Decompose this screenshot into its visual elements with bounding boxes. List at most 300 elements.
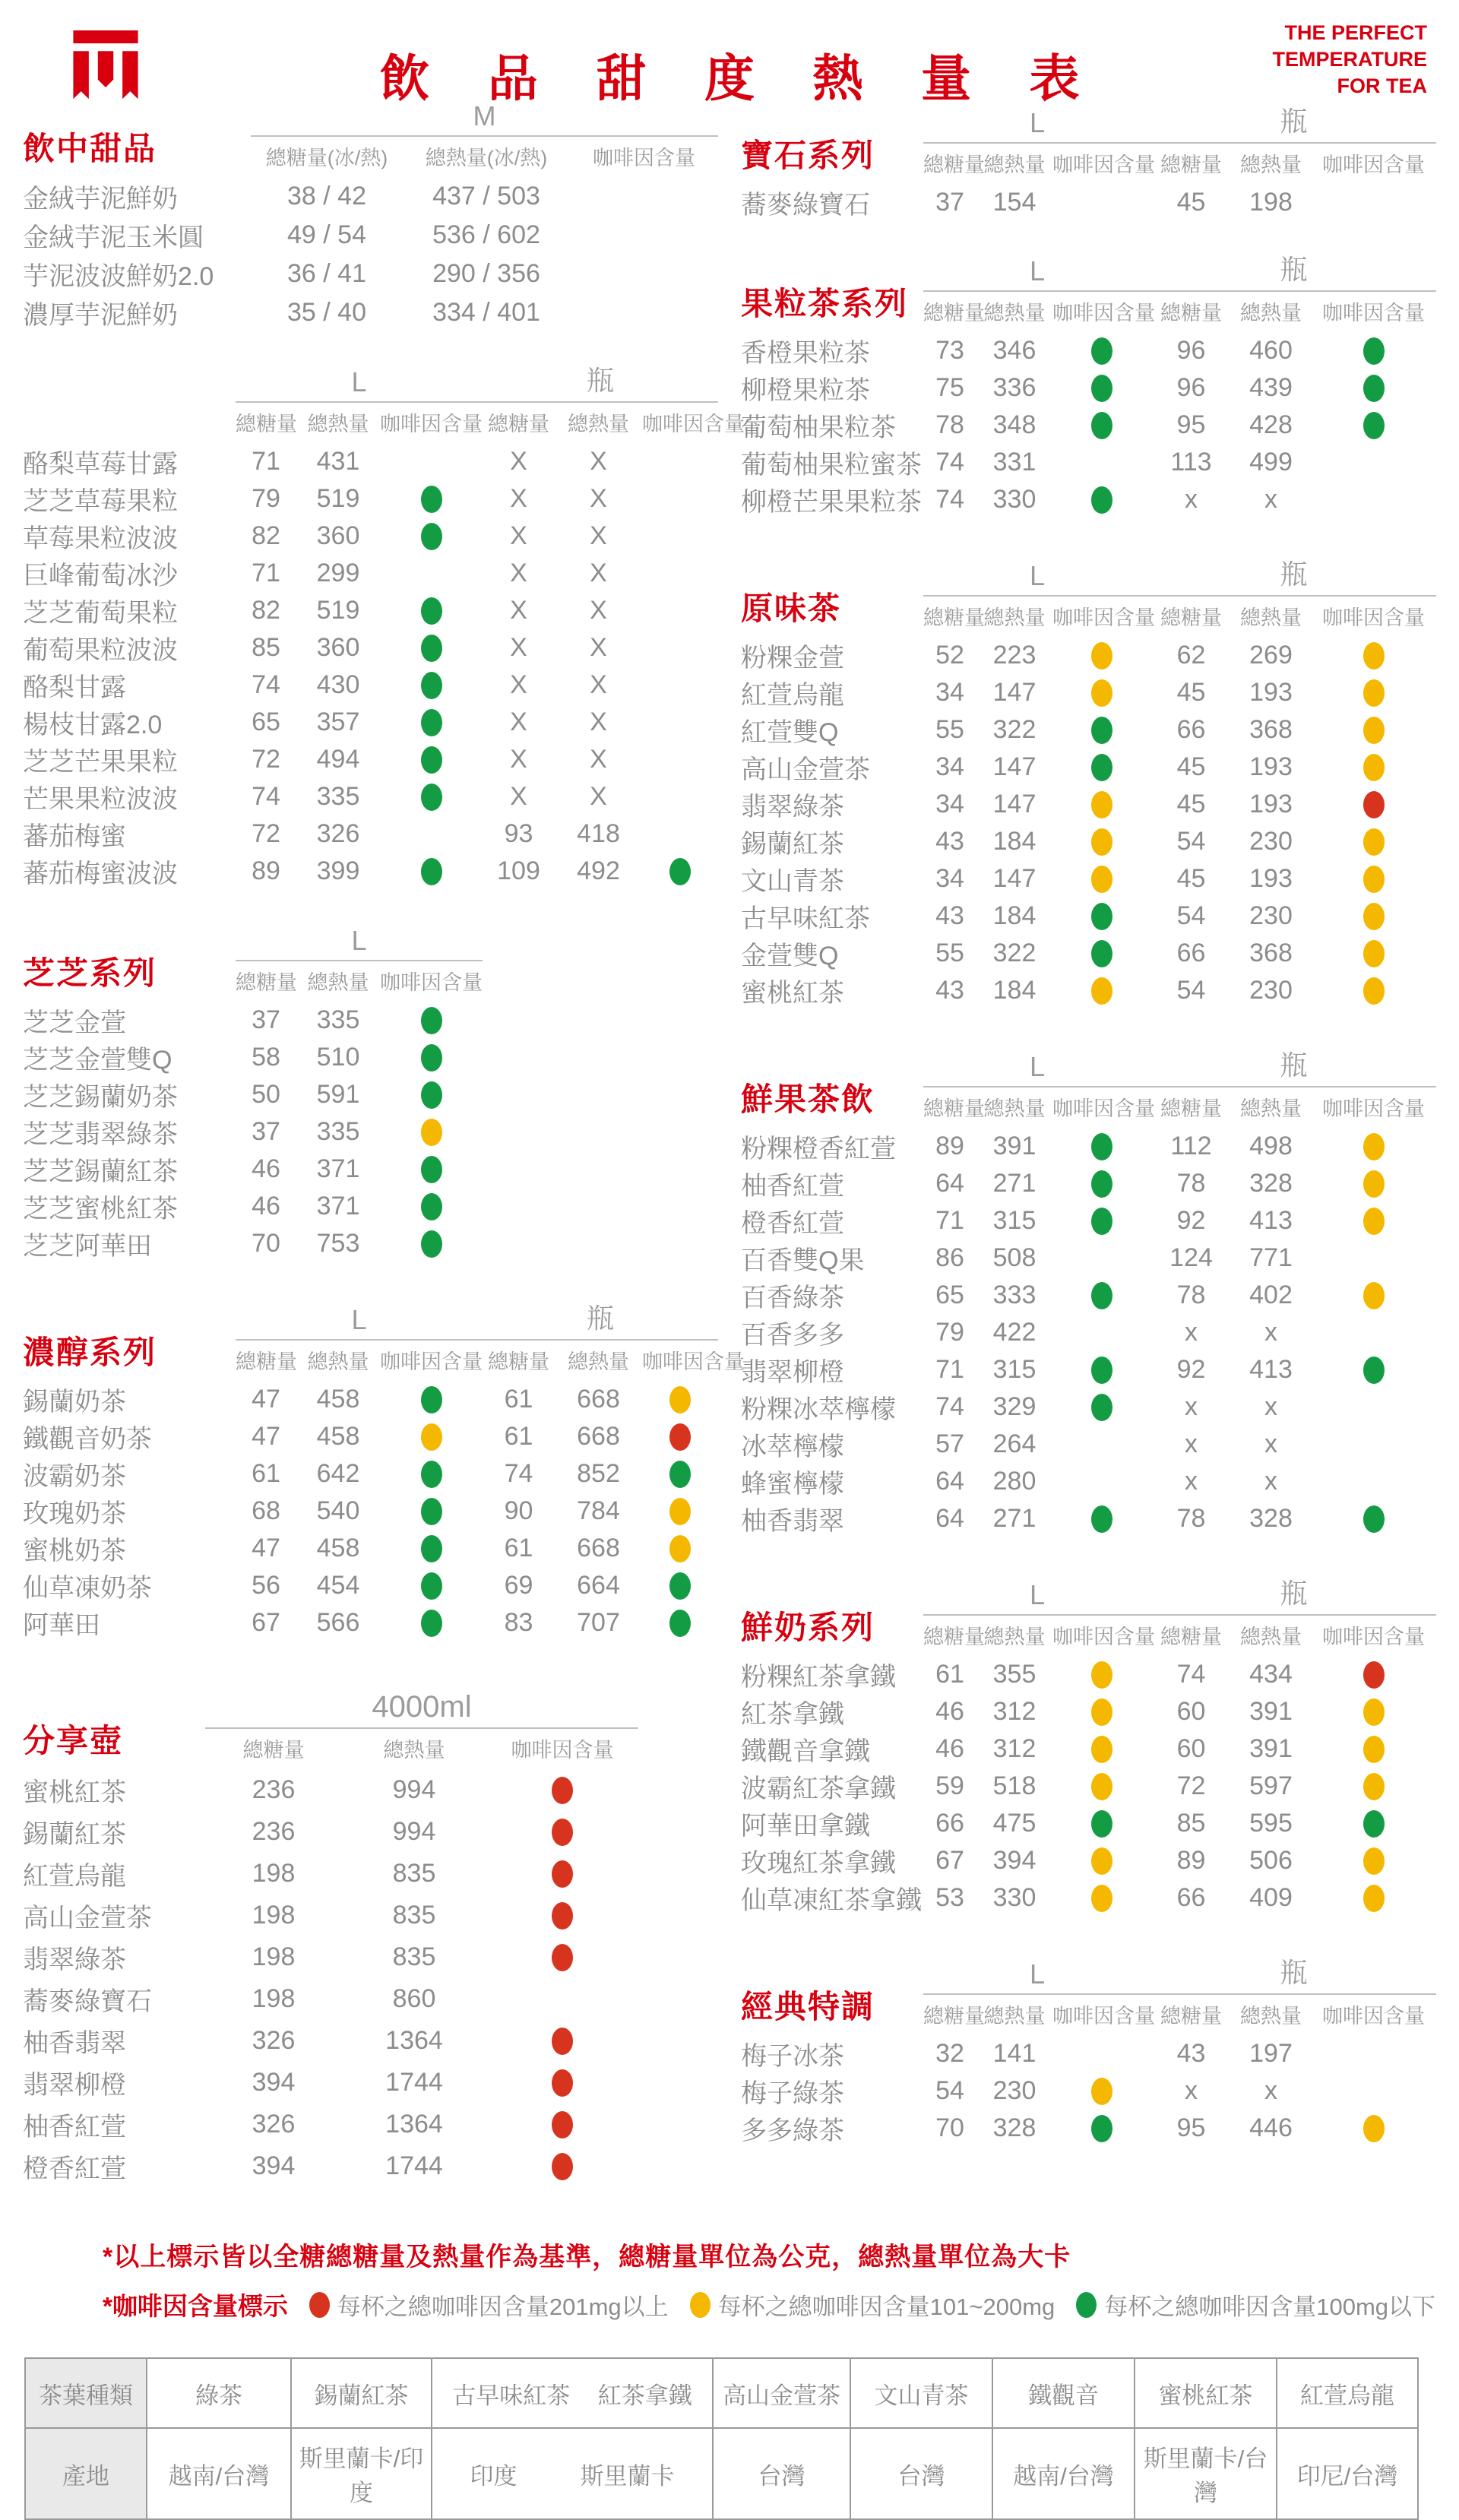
size-group-bottle [1151, 1952, 1436, 2029]
drink-row [23, 815, 718, 853]
bottle-caffeine-cell [1311, 1885, 1436, 1912]
caffeine-dot-icon [1363, 1847, 1385, 1875]
l-caffeine-cell [1052, 337, 1151, 365]
l-heat-value: 642 [316, 1459, 360, 1488]
origin-cell: 台灣 [850, 2428, 992, 2519]
bottle-sugar-value: 78 [1176, 1169, 1206, 1198]
legend-item-yellow [690, 2287, 1055, 2322]
sugar-value: 35 / 40 [287, 298, 366, 327]
bottle-caffeine-cell [1311, 1208, 1436, 1235]
bottle-caffeine-cell [1311, 791, 1436, 818]
drink-name: 粉粿紅茶拿鐵 [741, 1663, 896, 1692]
bottle-heat-value: 230 [1249, 976, 1293, 1005]
l-caffeine-cell [380, 560, 483, 587]
drink-name: 金萱雙Q [741, 942, 839, 970]
section-cheese [23, 925, 718, 1262]
bottle-heat-value: 328 [1249, 1169, 1293, 1198]
drink-name: 紅萱烏龍 [741, 681, 844, 710]
tea-cell: 文山青茶 [850, 2358, 992, 2428]
bottle-caffeine-cell [642, 672, 718, 699]
l-heat-value: 264 [992, 1429, 1036, 1458]
caffeine-dot-icon [421, 1230, 442, 1258]
size-group-bottle [483, 359, 745, 437]
col-label-caffeine: 咖啡因含量 [380, 1350, 483, 1373]
drink-name: 芝芝蜜桃紅茶 [23, 1195, 178, 1224]
col-label-caffeine: 咖啡因含量 [1322, 154, 1425, 176]
bottle-caffeine-cell [1311, 1810, 1436, 1838]
l-caffeine-cell [1052, 828, 1151, 856]
bottle-caffeine-cell [1311, 337, 1436, 365]
caffeine-dot-icon [421, 709, 442, 736]
col-label-caffeine: 咖啡因含量 [1052, 606, 1155, 629]
caffeine-cell [486, 1944, 638, 1971]
bottle-sugar-value: 96 [1176, 373, 1206, 402]
caffeine-dot-icon [1363, 940, 1385, 967]
l-heat-value: 357 [316, 708, 360, 736]
l-heat-value: 540 [316, 1496, 360, 1525]
caffeine-dot-icon [1091, 1885, 1112, 1912]
col-label-caffeine: 咖啡因含量 [1322, 302, 1425, 324]
col-label-sugar: 總糖量 [488, 1350, 549, 1373]
l-sugar-value: 79 [935, 1318, 964, 1347]
col-label-caffeine: 咖啡因含量 [380, 413, 483, 435]
l-sugar-value: 65 [252, 708, 280, 736]
col-label-heat: 總熱量 [983, 154, 1046, 176]
size-label: 瓶 [586, 1303, 614, 1334]
l-heat-value: 330 [992, 1883, 1036, 1912]
bottle-heat-value: 439 [1249, 373, 1293, 402]
col-label-sugar: 總糖量 [1160, 302, 1222, 324]
col-label-heat: 總熱量 [1240, 302, 1302, 324]
drink-row [741, 2072, 1436, 2110]
drink-name: 柳橙芒果果粒茶 [741, 488, 922, 517]
drink-row [741, 407, 1436, 444]
bottle-sugar-value: 54 [1176, 827, 1206, 856]
drink-name: 柳橙果粒茶 [741, 376, 870, 405]
bottle-heat-value: X [590, 782, 607, 811]
size-label: L [1029, 560, 1046, 591]
bottle-sugar-value: X [510, 708, 527, 736]
l-heat-value: 322 [992, 715, 1036, 744]
caffeine-dot-icon [1363, 337, 1385, 365]
bottle-heat-value: 597 [1249, 1771, 1293, 1800]
legend-text: 每杯之總咖啡因含量101~200mg [717, 2294, 1055, 2320]
bottle-sugar-value: X [510, 596, 527, 625]
col-label-sugar: 總糖量 [236, 1350, 297, 1373]
tea-cell: 古早味紅茶 [452, 2382, 571, 2409]
drink-name: 高山金萱茶 [741, 755, 870, 784]
l-sugar-value: 89 [935, 1132, 964, 1160]
drink-row [23, 1769, 718, 1811]
drink-name: 金絨芋泥鮮奶 [23, 185, 178, 214]
drink-name: 鐵觀音拿鐵 [741, 1737, 870, 1766]
caffeine-cell [486, 1902, 638, 1930]
l-sugar-value: 75 [935, 373, 964, 402]
l-caffeine-cell [1052, 1282, 1151, 1309]
bottle-heat-value: 230 [1249, 827, 1293, 856]
caffeine-dot-icon [1091, 1773, 1112, 1800]
drink-row [741, 1656, 1436, 1693]
caffeine-dot-icon [421, 672, 442, 699]
col-label-sugar: 總糖量(冰/熱) [265, 147, 388, 169]
bottle-caffeine-cell [1311, 1698, 1436, 1726]
bottle-caffeine-cell [642, 1461, 718, 1488]
l-caffeine-cell [380, 784, 483, 811]
l-sugar-value: 64 [935, 1504, 964, 1533]
section-header [741, 100, 1436, 178]
col-label-caffeine: 咖啡因含量 [593, 147, 695, 169]
section-rows [741, 1656, 1436, 1917]
heat-value: 835 [392, 1901, 436, 1930]
l-caffeine-cell [1052, 866, 1151, 893]
col-label-heat: 總熱量 [1240, 1097, 1302, 1120]
l-heat-value: 312 [992, 1697, 1036, 1726]
drink-name: 芝芝阿華田 [23, 1232, 152, 1261]
caffeine-dot-icon [1363, 2115, 1385, 2142]
l-caffeine-cell [1052, 1736, 1151, 1763]
l-sugar-value: 37 [252, 1005, 280, 1034]
section-rows [23, 443, 718, 890]
drink-row [741, 1768, 1436, 1805]
drink-row [23, 629, 718, 666]
l-sugar-value: 57 [935, 1429, 964, 1458]
l-sugar-value: 46 [935, 1697, 964, 1726]
section-original-tea [741, 553, 1436, 1009]
drink-name: 粉粿金萱 [741, 644, 844, 673]
drink-name: 芒果果粒波波 [23, 785, 178, 814]
sugar-value: 394 [252, 2068, 296, 2097]
l-heat-value: 315 [992, 1355, 1036, 1384]
bottle-sugar-value: 45 [1176, 678, 1206, 707]
header-rule [923, 595, 1151, 597]
section-header [23, 925, 718, 996]
col-label-sugar: 總糖量 [236, 971, 297, 994]
drink-row [741, 1388, 1436, 1426]
l-sugar-value: 73 [935, 336, 964, 365]
col-label-caffeine: 咖啡因含量 [1322, 1626, 1425, 1648]
size-label: L [1029, 1958, 1046, 1990]
drink-row [741, 332, 1436, 369]
sugar-value: 198 [252, 1901, 296, 1930]
drink-name: 蕃茄梅蜜波波 [23, 860, 178, 888]
caffeine-dot-icon [1091, 791, 1112, 818]
l-sugar-value: 37 [252, 1117, 280, 1146]
l-sugar-value: 64 [935, 1467, 964, 1496]
tagline-line: FOR TEA [1337, 74, 1427, 98]
bottle-caffeine-cell [1311, 1133, 1436, 1160]
drink-name: 梅子綠茶 [741, 2079, 844, 2108]
section-fruit-special [23, 359, 745, 890]
bottle-sugar-value: 45 [1176, 790, 1206, 818]
caffeine-dot-icon [1363, 828, 1385, 856]
drink-name: 柚香紅萱 [23, 2113, 126, 2142]
origin-cell: 台灣 [713, 2428, 850, 2519]
bottle-caffeine-cell [642, 1572, 718, 1600]
sugar-value: 236 [252, 1775, 296, 1804]
drink-name: 仙草凍紅茶拿鐵 [741, 1886, 922, 1915]
size-group-l [236, 925, 483, 996]
l-sugar-value: 74 [935, 485, 964, 514]
l-sugar-value: 32 [935, 2039, 964, 2068]
l-sugar-value: 58 [252, 1043, 280, 1072]
l-sugar-value: 46 [935, 1734, 964, 1763]
bottle-caffeine-cell [1311, 679, 1436, 707]
col-label-caffeine: 咖啡因含量 [1052, 2005, 1155, 2028]
drink-row [741, 637, 1436, 674]
bottle-caffeine-cell [1311, 486, 1436, 514]
size-label: L [1029, 1579, 1046, 1610]
drink-row [23, 741, 718, 778]
tea-cell: 錫蘭紅茶 [291, 2358, 432, 2428]
col-label-caffeine: 咖啡因含量 [1052, 1626, 1155, 1648]
caffeine-dot-icon [1091, 1170, 1112, 1198]
size-group-l [923, 107, 1155, 178]
caffeine-dot-icon [669, 1498, 691, 1525]
header-rule [236, 401, 483, 403]
col-label-heat: 總熱量 [307, 413, 369, 435]
bottle-heat-value: 368 [1249, 939, 1293, 967]
bottle-caffeine-cell [642, 1193, 718, 1220]
bottle-caffeine-cell [642, 1007, 718, 1034]
l-sugar-value: 54 [935, 2076, 964, 2105]
l-heat-value: 147 [992, 678, 1036, 707]
yellow-dot-icon [690, 2292, 711, 2318]
l-caffeine-cell [1052, 1773, 1151, 1800]
origin-cell: 斯里蘭卡 [580, 2462, 675, 2490]
bottle-heat-value: 499 [1249, 448, 1293, 476]
l-heat-value: 508 [992, 1243, 1036, 1272]
section-rows [23, 1769, 718, 2187]
section-rows [741, 332, 1436, 518]
l-sugar-value: 71 [935, 1206, 964, 1235]
header-rule [1151, 1993, 1436, 1995]
drink-row [23, 2062, 718, 2104]
caffeine-dot-icon [421, 1498, 442, 1525]
green-dot-icon [1076, 2292, 1097, 2318]
l-caffeine-cell [380, 858, 483, 885]
caffeine-dot-icon [1091, 412, 1112, 439]
l-heat-value: 360 [316, 633, 360, 662]
drink-row [741, 823, 1436, 860]
heat-value: 835 [392, 1859, 436, 1888]
tea-origin-table [24, 2357, 1419, 2520]
sugar-value: 38 / 42 [287, 182, 366, 211]
col-label-heat: 總熱量 [568, 1350, 629, 1373]
bottle-caffeine-cell [642, 486, 718, 513]
bottle-heat-value: 668 [577, 1385, 620, 1414]
caffeine-dot-icon [421, 1193, 442, 1220]
section-rows [23, 1002, 718, 1262]
bottle-heat-value: 664 [577, 1571, 620, 1600]
bottle-caffeine-cell [1311, 1505, 1436, 1533]
bottle-heat-value: 409 [1249, 1883, 1293, 1912]
drink-name: 葡萄果粒波波 [23, 636, 178, 665]
bottle-caffeine-cell [1311, 1394, 1436, 1421]
tea-cell: 鐵觀音 [992, 2358, 1135, 2428]
bottle-caffeine-cell [642, 1081, 718, 1109]
drink-name: 仙草凍奶茶 [23, 1574, 152, 1603]
header-rule [251, 135, 718, 137]
caffeine-dot-icon [1091, 1736, 1112, 1763]
drink-row [23, 1188, 718, 1225]
col-label-sugar: 總糖量 [488, 413, 549, 435]
l-heat-value: 333 [992, 1281, 1036, 1309]
drink-name: 百香雙Q果 [741, 1246, 865, 1275]
caffeine-cell [486, 1986, 638, 2013]
drink-name: 蕎麥綠寶石 [741, 191, 870, 220]
l-heat-value: 458 [316, 1422, 360, 1451]
row-header: 茶葉種類 [25, 2358, 147, 2428]
sugar-value: 198 [252, 1859, 296, 1888]
bottle-sugar-value: x [1185, 485, 1198, 514]
bottle-heat-value: 434 [1249, 1660, 1293, 1689]
l-heat-value: 331 [992, 448, 1036, 476]
l-sugar-value: 55 [935, 715, 964, 744]
size-group-bottle [1151, 100, 1436, 178]
bottle-sugar-value: 90 [504, 1496, 533, 1525]
tea-cell: 綠茶 [147, 2358, 291, 2428]
bottle-caffeine-cell [1311, 1431, 1436, 1458]
l-caffeine-cell [380, 1610, 483, 1637]
heat-value: 536 / 602 [432, 220, 540, 249]
l-sugar-value: 86 [935, 1243, 964, 1272]
l-caffeine-cell [380, 1193, 483, 1220]
bottle-caffeine-cell [642, 709, 718, 736]
size-label: 瓶 [1280, 559, 1308, 590]
red-dot-icon [309, 2292, 330, 2318]
section-header [23, 1297, 745, 1375]
l-caffeine-cell [1052, 903, 1151, 930]
bottle-heat-value: X [590, 484, 607, 513]
bottle-heat-value: 413 [1249, 1206, 1293, 1235]
size-group-bottle [1151, 1044, 1436, 1122]
l-caffeine-cell [1052, 642, 1151, 670]
bottle-heat-value: 193 [1249, 790, 1293, 818]
drink-name: 阿華田 [23, 1611, 100, 1640]
bottle-caffeine-cell [1311, 1847, 1436, 1875]
caffeine-dot-icon [421, 1386, 442, 1414]
drink-name: 波霸紅茶拿鐵 [741, 1774, 896, 1803]
size-label: L [351, 1304, 367, 1335]
bottle-heat-value: 498 [1249, 1132, 1293, 1160]
drink-name: 粉粿冰萃檸檬 [741, 1395, 896, 1424]
col-label-caffeine: 咖啡因含量 [1052, 1097, 1155, 1120]
origin-cell: 斯里蘭卡/印度 [291, 2428, 432, 2519]
bottle-heat-value: 391 [1249, 1697, 1293, 1726]
l-heat-value: 326 [316, 819, 360, 848]
l-sugar-value: 67 [935, 1846, 964, 1875]
l-caffeine-cell [380, 672, 483, 699]
bottle-sugar-value: 113 [1170, 448, 1212, 476]
caffeine-dot-icon [552, 1944, 573, 1971]
caffeine-dot-icon [552, 1777, 573, 1804]
drink-name: 香橙果粒茶 [741, 339, 870, 368]
sugar-value: 326 [252, 2110, 296, 2139]
section-header [23, 1690, 718, 1763]
bottle-heat-value: 460 [1249, 336, 1293, 365]
l-caffeine-cell [380, 1572, 483, 1600]
bottle-sugar-value: X [510, 484, 527, 513]
bottle-sugar-value: 54 [1176, 976, 1206, 1005]
size-label: 瓶 [586, 365, 614, 396]
l-heat-value: 147 [992, 790, 1036, 818]
l-caffeine-cell [380, 486, 483, 513]
size-label: 瓶 [1280, 254, 1308, 285]
section-header [23, 359, 745, 437]
drink-row [23, 518, 718, 555]
bottle-sugar-value: 95 [1176, 410, 1206, 439]
l-caffeine-cell [1052, 1468, 1151, 1496]
drink-row [741, 184, 1436, 221]
l-caffeine-cell [1052, 717, 1151, 744]
drink-row [23, 1567, 718, 1604]
sugar-value: 198 [252, 1942, 296, 1971]
section-rich [23, 1297, 745, 1641]
l-sugar-value: 67 [252, 1608, 280, 1637]
bottle-heat-value: 707 [577, 1608, 620, 1637]
section-header [741, 1572, 1436, 1650]
bottle-heat-value: 668 [577, 1422, 620, 1451]
heat-value: 1364 [385, 2026, 443, 2055]
bottle-heat-value: x [1264, 485, 1277, 514]
heat-value: 1744 [385, 2068, 443, 2097]
l-heat-value: 431 [316, 447, 360, 476]
caffeine-cell [486, 1819, 638, 1846]
drink-row [741, 1426, 1436, 1463]
l-caffeine-cell [380, 1498, 483, 1525]
bottle-sugar-value: 112 [1170, 1132, 1212, 1160]
col-label-caffeine: 咖啡因含量 [642, 413, 745, 435]
bottle-heat-value: 413 [1249, 1355, 1293, 1384]
size-group-l [923, 560, 1155, 631]
l-sugar-value: 65 [935, 1281, 964, 1309]
drink-name: 酪梨甘露 [23, 673, 126, 702]
bottle-sugar-value: 95 [1176, 2113, 1206, 2142]
origin-row [25, 2428, 1418, 2519]
bottle-heat-value: X [590, 745, 607, 774]
drink-row [23, 1418, 718, 1455]
l-caffeine-cell [1052, 1170, 1151, 1198]
l-heat-value: 335 [316, 1117, 360, 1146]
legend-text: 每杯之總咖啡因含量201mg以上 [337, 2294, 669, 2320]
bottle-caffeine-cell [1311, 977, 1436, 1005]
section-rows [23, 1381, 718, 1641]
bottle-sugar-value: 69 [504, 1571, 533, 1600]
size-label: L [1029, 255, 1046, 287]
col-label-caffeine: 咖啡因含量 [1322, 606, 1425, 629]
caffeine-dot-icon [1091, 1357, 1112, 1384]
header-rule [923, 1614, 1151, 1616]
drink-name: 柚香紅萱 [741, 1172, 844, 1201]
section-fruit-tea [741, 249, 1436, 518]
sugar-value: 236 [252, 1817, 296, 1846]
drink-row [741, 481, 1436, 518]
section-title: 鮮果茶飲 [741, 1083, 875, 1118]
l-heat-value: 475 [992, 1809, 1036, 1838]
caffeine-dot-icon [1091, 1208, 1112, 1235]
legend-item-green [1076, 2287, 1435, 2322]
bottle-heat-value: X [590, 708, 607, 736]
col-label-sugar: 總糖量 [1160, 1626, 1222, 1648]
drink-row [23, 2104, 718, 2145]
drink-name: 翡翠綠茶 [23, 1945, 126, 1974]
l-caffeine-cell [380, 1081, 483, 1109]
caffeine-dot-icon [1091, 2115, 1112, 2142]
l-heat-value: 355 [992, 1660, 1036, 1689]
bottle-sugar-value: 61 [504, 1534, 533, 1562]
l-caffeine-cell [380, 1535, 483, 1562]
drink-row [741, 1693, 1436, 1730]
